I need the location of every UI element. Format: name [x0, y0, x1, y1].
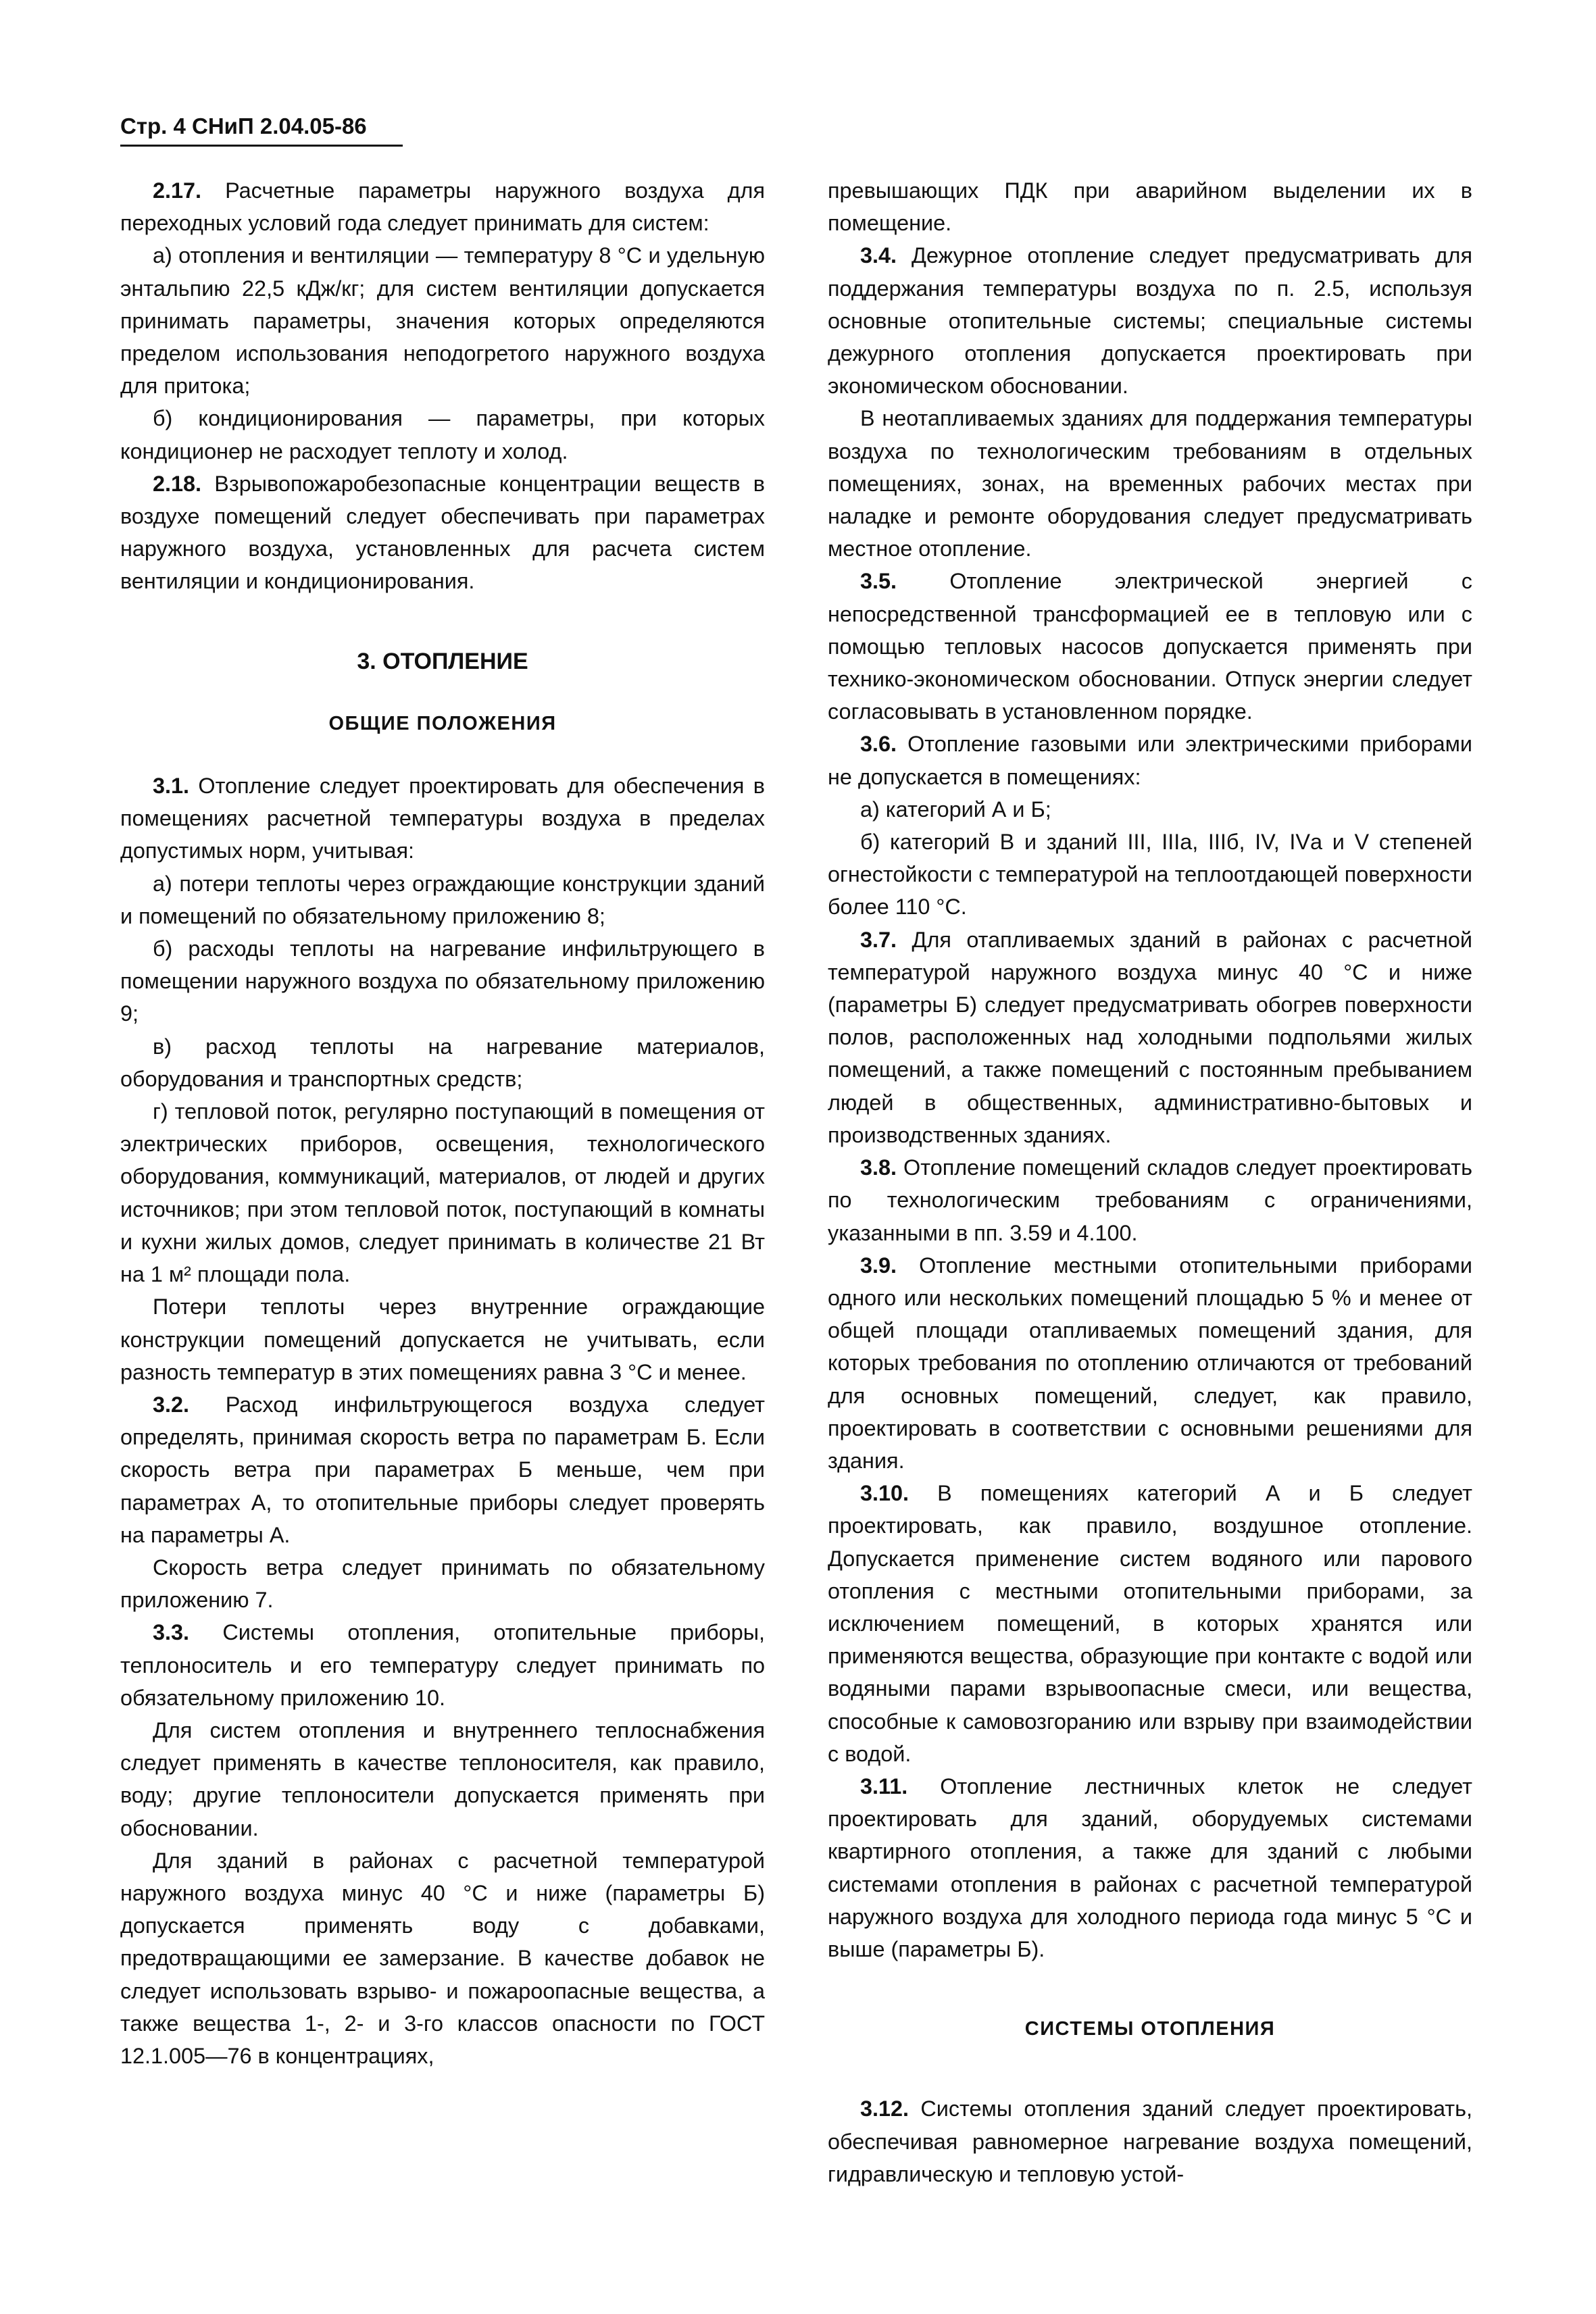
paragraph-3-7 — [828, 924, 1472, 1151]
paragraph-number: 3.10. — [860, 1481, 909, 1506]
paragraph-text: Системы отопления, отопительные приборы, теплоноситель и его температуру следует принимать по обязательному приложению 10. — [120, 1620, 765, 1710]
paragraph-3-5 — [828, 565, 1472, 728]
paragraph-text: Системы отопления зданий следует проектировать, обеспечивая равномерное нагревание воздуха помещений, гидравлическую и тепловую устой- — [828, 2096, 1473, 2186]
paragraph-number: 3.9. — [860, 1253, 897, 1278]
paragraph-2-17-a: а) отопления и вентиляции — температуру 8 °С и удельную энтальпию 22,5 кДж/кг; для систем вентиляции допускается принимать параметры, значения которых определяются пределом использования неподогретого наружного воздуха для притока; — [120, 243, 765, 399]
paragraph-text: Взрывопожаробезопасные концентрации веществ в воздухе помещений следует обеспечивать при параметрах наружного воздуха, установленных для расчета систем вентиляции и кондиционирования. — [120, 471, 765, 594]
paragraph-text: Отопление электрической энергией с непосредственной трансформацией ее в тепловую или с помощью тепловых насосов допускается применять при технико-экономическом обосновании. Отпуск энергии следует согласовывать в установленном порядке. — [828, 569, 1472, 724]
paragraph-2-18 — [120, 468, 765, 598]
subsection-title: СИСТЕМЫ ОТОПЛЕНИЯ — [1024, 2018, 1276, 2040]
paragraph-text: Отопление помещений складов следует проектировать по технологическим требованиям с ограничениями, указанными в пп. 3.59 и 4.100. — [828, 1155, 1473, 1245]
paragraph-3-1-b: б) расходы теплоты на нагревание инфильтрующего в помещении наружного воздуха по обязательному приложению 9; — [120, 936, 765, 1026]
paragraph-text: В помещениях категорий А и Б следует проектировать, как правило, воздушное отопление. Допускается применение систем водяного или парового отопления с местными отопительными приборами, за исключением помещений, в которых хранятся или применяются вещества, образующие при контакте с водой или водяными парами взрывоопасные смеси, или вещества, способные к самовозгоранию или взрыву при взаимодействии с водой. — [828, 1481, 1472, 1766]
paragraph-3-1 — [120, 770, 765, 867]
paragraph-number: 3.12. — [860, 2096, 909, 2121]
paragraph-3-9 — [828, 1249, 1472, 1477]
paragraph-number: 2.17. — [153, 178, 202, 203]
paragraph-text: Дежурное отопление следует предусматривать для поддержания температуры воздуха по п. 2.5, используя основные отопительные системы; специальные системы дежурного отопления допускается проектировать при экономическом обосновании. — [828, 243, 1472, 399]
paragraph-3-3 — [120, 1616, 765, 1714]
paragraph-3-1-e: Потери теплоты через внутренние ограждающие конструкции помещений допускается не учитывать, если разность температур в этих помещениях равна 3 °С и менее. — [120, 1294, 765, 1384]
paragraph-number: 3.2. — [153, 1392, 190, 1417]
paragraph-3-2-b: Скорость ветра следует принимать по обязательному приложению 7. — [120, 1555, 765, 1613]
right-column — [828, 174, 1472, 2190]
left-column — [120, 174, 765, 2072]
paragraph-continuation: превышающих ПДК при аварийном выделении их в помещение. — [828, 178, 1472, 236]
paragraph-number: 3.3. — [153, 1620, 190, 1645]
paragraph-text: Отопление следует проектировать для обеспечения в помещениях расчетной температуры воздуха в пределах допустимых норм, учитывая: — [120, 774, 765, 863]
paragraph-text: Отопление местными отопительными приборами одного или нескольких помещений площадью 5 % и менее от общей площади отапливаемых помещений здания, для которых требования по отоплению отличаются от требований для основных помещений, следует, как правило, проектировать в соответствии с основными решениями для здания. — [828, 1253, 1472, 1473]
paragraph-number: 3.4. — [860, 243, 897, 268]
paragraph-3-6-a: а) категорий А и Б; — [860, 797, 1051, 822]
paragraph-3-3-c: Для зданий в районах с расчетной температурой наружного воздуха минус 40 °С и ниже (параметры Б) допускается применять воду с добавками, предотвращающими ее замерзание. В качестве добавок не следует использовать взрыво- и пожароопасные вещества, а также вещества 1-, 2- и 3-го классов опасности по ГОСТ 12.1.005—76 в концентрациях, — [120, 1848, 765, 2068]
paragraph-3-4 — [828, 239, 1472, 402]
paragraph-text: Отопление лестничных клеток не следует проектировать для зданий, оборудуемых системами квартирного отопления, а также для зданий с любыми системами отопления в районах с расчетной температурой наружного воздуха для холодного периода года минус 5 °С и выше (параметры Б). — [828, 1774, 1472, 1961]
paragraph-number: 2.18. — [153, 471, 202, 496]
paragraph-3-3-b: Для систем отопления и внутреннего теплоснабжения следует применять в качестве теплоносителя, как правило, воду; другие теплоносители допускается применять при обосновании. — [120, 1717, 765, 1840]
header-underline — [120, 145, 403, 147]
paragraph-3-2 — [120, 1388, 765, 1551]
subsection-title: ОБЩИЕ ПОЛОЖЕНИЯ — [328, 712, 557, 734]
paragraph-3-1-c: в) расход теплоты на нагревание материалов, оборудования и транспортных средств; — [120, 1034, 765, 1091]
paragraph-3-10 — [828, 1477, 1472, 1770]
paragraph-3-8 — [828, 1151, 1472, 1249]
paragraph-text: Расчетные параметры наружного воздуха для переходных условий года следует принимать для систем: — [120, 178, 765, 236]
paragraph-3-6-b: б) категорий В и зданий III, IIIа, IIIб, IV, IVа и V степеней огнестойкости с температурой на теплоотдающей поверхности более 110 °С. — [828, 830, 1472, 920]
paragraph-number: 3.5. — [860, 569, 897, 594]
paragraph-number: 3.7. — [860, 927, 897, 952]
paragraph-number: 3.8. — [860, 1155, 897, 1180]
section-title: 3. ОТОПЛЕНИЕ — [357, 648, 528, 674]
paragraph-3-1-d: г) тепловой поток, регулярно поступающий в помещения от электрических приборов, освещения, технологического оборудования, коммуникаций, материалов, от людей и других источников; при этом тепловой поток, поступающий в комнаты и кухни жилых домов, следует принимать в количестве 21 Вт на 1 м² площади пола. — [120, 1099, 765, 1287]
paragraph-number: 3.6. — [860, 732, 897, 757]
paragraph-3-12 — [828, 2092, 1472, 2190]
paragraph-3-1-a: а) потери теплоты через ограждающие конструкции зданий и помещений по обязательному приложению 8; — [120, 871, 765, 928]
paragraph-text: Расход инфильтрующегося воздуха следует определять, принимая скорость ветра по параметрам Б. Если скорость ветра при параметрах Б меньше, чем при параметрах А, то отопительные приборы следует проверять на параметры А. — [120, 1392, 765, 1547]
paragraph-text: Отопление газовыми или электрическими приборами не допускается в помещениях: — [828, 732, 1472, 789]
paragraph-number: 3.11. — [860, 1774, 908, 1799]
paragraph-number: 3.1. — [153, 774, 190, 799]
paragraph-3-11 — [828, 1770, 1472, 1965]
paragraph-2-17-b: б) кондиционирования — параметры, при которых кондиционер не расходует теплоту и холод. — [120, 406, 765, 463]
paragraph-text: Для отапливаемых зданий в районах с расчетной температурой наружного воздуха минус 40 °С и ниже (параметры Б) следует предусматривать обогрев поверхности полов, расположенных над холодными подпольями жилых помещений, а также помещений с постоянным пребыванием людей в общественных, административно-бытовых и производственных зданиях. — [828, 927, 1472, 1147]
paragraph-3-4-b: В неотапливаемых зданиях для поддержания температуры воздуха по технологическим требованиям в отдельных помещениях, зонах, на временных рабочих местах при наладке и ремонте оборудования следует предусматривать местное отопление. — [828, 406, 1472, 561]
page-header: Стр. 4 СНиП 2.04.05-86 — [120, 114, 367, 139]
paragraph-3-6 — [828, 728, 1472, 793]
paragraph-2-17 — [120, 174, 765, 239]
